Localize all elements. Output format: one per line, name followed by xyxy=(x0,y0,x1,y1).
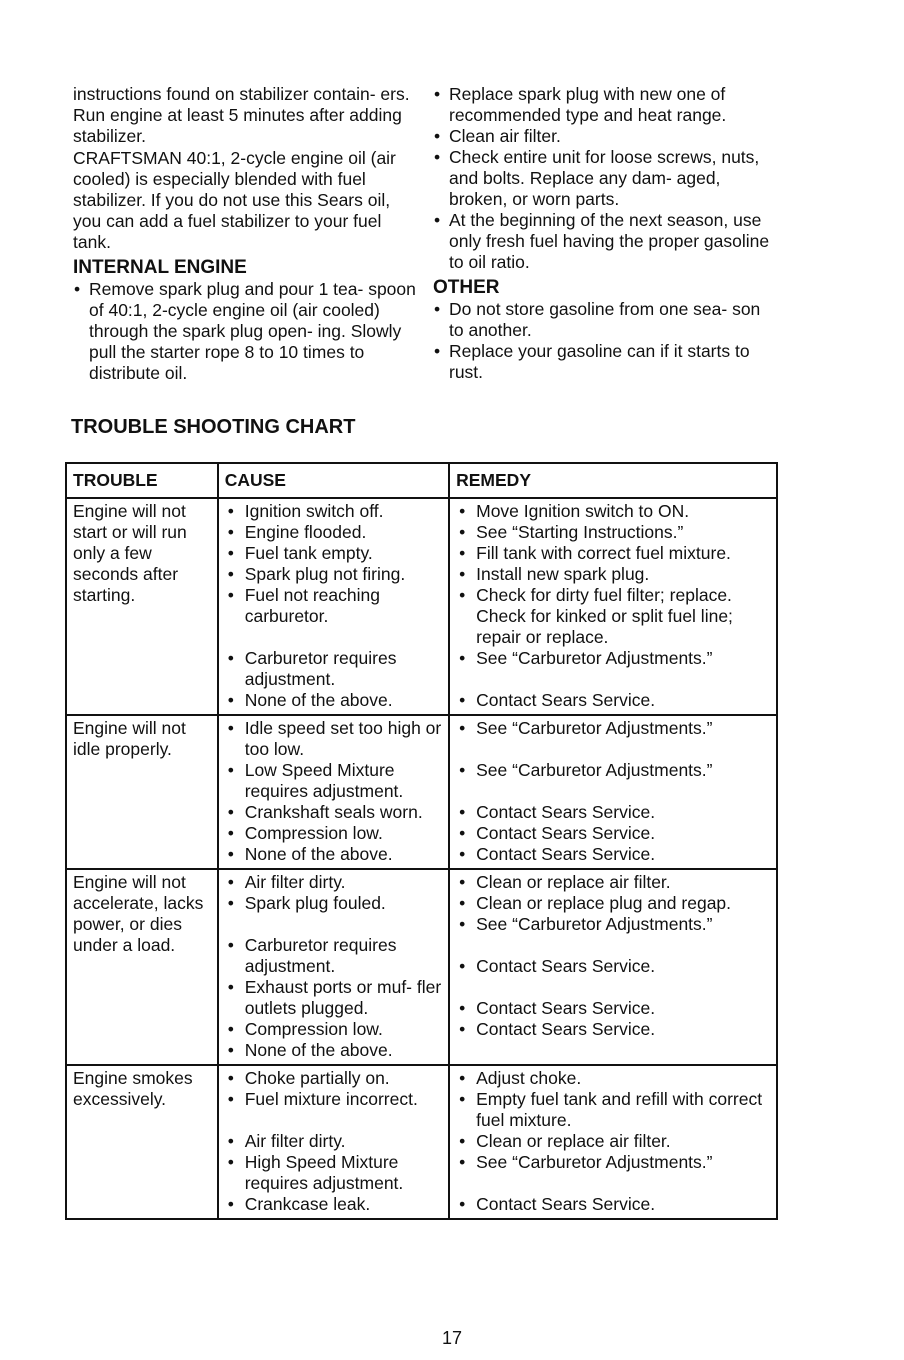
remedy-item: • See “Carburetor Adjustments.” xyxy=(456,1152,770,1173)
cause-item: • Spark plug not firing. xyxy=(225,564,442,585)
remedy-item: • Empty fuel tank and refill with correct fuel mixture. xyxy=(456,1089,770,1131)
cause-item: • Exhaust ports or muf- fler outlets plugged. xyxy=(225,977,442,1019)
cause-item: • None of the above. xyxy=(225,1040,442,1061)
remedy-cell xyxy=(449,498,777,715)
storage-list xyxy=(433,84,778,273)
remedy-header: REMEDY xyxy=(449,463,777,498)
remedy-item: • Fill tank with correct fuel mixture. xyxy=(456,543,770,564)
remedy-item: • Clean or replace air filter. xyxy=(456,1131,770,1152)
other-list xyxy=(433,299,778,383)
table-row xyxy=(66,715,777,869)
cause-cell xyxy=(218,498,449,715)
cause-header: CAUSE xyxy=(218,463,449,498)
cause-item: • Choke partially on. xyxy=(225,1068,442,1089)
remedy-item: • Contact Sears Service. xyxy=(456,690,770,711)
remedy-item: • Contact Sears Service. xyxy=(456,956,770,977)
cause-item: • High Speed Mixture requires adjustment. xyxy=(225,1152,442,1194)
remedy-item: • Clean or replace air filter. xyxy=(456,872,770,893)
cause-item: • Low Speed Mixture requires adjustment. xyxy=(225,760,442,802)
remedy-item: • See “Starting Instructions.” xyxy=(456,522,770,543)
cause-item: • Compression low. xyxy=(225,823,442,844)
remedy-item: • See “Carburetor Adjustments.” xyxy=(456,760,770,781)
cause-item: • None of the above. xyxy=(225,690,442,711)
remedy-cell xyxy=(449,715,777,869)
internal-engine-list xyxy=(73,279,423,384)
trouble-header: TROUBLE xyxy=(66,463,218,498)
list-item: • Clean air filter. xyxy=(433,126,778,147)
remedy-cell xyxy=(449,1065,777,1219)
cause-item: • Air filter dirty. xyxy=(225,1131,442,1152)
remedy-item: • Contact Sears Service. xyxy=(456,1019,770,1040)
cause-cell xyxy=(218,715,449,869)
cause-item: • Crankcase leak. xyxy=(225,1194,442,1215)
cause-item: • Spark plug fouled. xyxy=(225,893,442,914)
list-item: • Remove spark plug and pour 1 tea- spoon of 40:1, 2-cycle engine oil (air cooled) through the spark plug open- ing. Slowly pull the starter rope 8 to 10 times to distribute oil. xyxy=(73,279,423,384)
list-item: • Do not store gasoline from one sea- son to another. xyxy=(433,299,778,341)
cause-item: • Idle speed set too high or too low. xyxy=(225,718,442,760)
remedy-item: • Install new spark plug. xyxy=(456,564,770,585)
cause-item: • Fuel mixture incorrect. xyxy=(225,1089,442,1110)
table-header-row xyxy=(66,463,777,498)
cause-item: • Compression low. xyxy=(225,1019,442,1040)
cause-item: • Fuel tank empty. xyxy=(225,543,442,564)
page-number: 17 xyxy=(441,1328,463,1348)
cause-item: • Engine flooded. xyxy=(225,522,442,543)
trouble-cell: Engine will not idle properly. xyxy=(66,715,218,869)
cause-cell xyxy=(218,869,449,1065)
remedy-item: • See “Carburetor Adjustments.” xyxy=(456,718,770,739)
remedy-item: • Contact Sears Service. xyxy=(456,844,770,865)
cause-item: • Crankshaft seals worn. xyxy=(225,802,442,823)
cause-item: • Fuel not reaching carburetor. xyxy=(225,585,442,627)
remedy-item: • Move Ignition switch to ON. xyxy=(456,501,770,522)
stabilizer-paragraph: instructions found on stabilizer contain- ers. Run engine at least 5 minutes after adding stabilizer. xyxy=(73,84,410,146)
other-heading: OTHER xyxy=(433,277,500,298)
remedy-item: • Contact Sears Service. xyxy=(456,998,770,1019)
trouble-cell: Engine will not start or will run only a few seconds after starting. xyxy=(66,498,218,715)
list-item: • At the beginning of the next season, use only fresh fuel having the proper gasoline to oil ratio. xyxy=(433,210,778,273)
trouble-shooting-table xyxy=(65,462,778,1220)
remedy-item: • Contact Sears Service. xyxy=(456,802,770,823)
list-item: • Replace your gasoline can if it starts to rust. xyxy=(433,341,778,383)
table-row xyxy=(66,1065,777,1219)
right-column xyxy=(433,84,778,383)
table-row xyxy=(66,498,777,715)
remedy-cell xyxy=(449,869,777,1065)
cause-cell xyxy=(218,1065,449,1219)
trouble-cell: Engine will not accelerate, lacks power, or dies under a load. xyxy=(66,869,218,1065)
remedy-item: • Contact Sears Service. xyxy=(456,823,770,844)
list-item: • Replace spark plug with new one of recommended type and heat range. xyxy=(433,84,778,126)
remedy-item: • Clean or replace plug and regap. xyxy=(456,893,770,914)
list-item: • Check entire unit for loose screws, nuts, and bolts. Replace any dam- aged, broken, or worn parts. xyxy=(433,147,778,210)
remedy-item: • Adjust choke. xyxy=(456,1068,770,1089)
remedy-item: • Check for dirty fuel filter; replace. Check for kinked or split fuel line; repair or replace. xyxy=(456,585,770,648)
remedy-item: • See “Carburetor Adjustments.” xyxy=(456,914,770,935)
cause-item: • Ignition switch off. xyxy=(225,501,442,522)
internal-engine-heading: INTERNAL ENGINE xyxy=(73,257,247,278)
craftsman-oil-paragraph: CRAFTSMAN 40:1, 2-cycle engine oil (air cooled) is especially blended with fuel stabilizer. If you do not use this Sears oil, you can add a fuel stabilizer to your fuel tank. xyxy=(73,148,396,252)
cause-item: • Air filter dirty. xyxy=(225,872,442,893)
remedy-item: • See “Carburetor Adjustments.” xyxy=(456,648,770,669)
chart-title: TROUBLE SHOOTING CHART xyxy=(71,416,356,438)
trouble-cell: Engine smokes excessively. xyxy=(66,1065,218,1219)
cause-item: • Carburetor requires adjustment. xyxy=(225,648,442,690)
cause-item: • None of the above. xyxy=(225,844,442,865)
remedy-item: • Contact Sears Service. xyxy=(456,1194,770,1215)
cause-item: • Carburetor requires adjustment. xyxy=(225,935,442,977)
left-column xyxy=(73,84,423,384)
table-row xyxy=(66,869,777,1065)
